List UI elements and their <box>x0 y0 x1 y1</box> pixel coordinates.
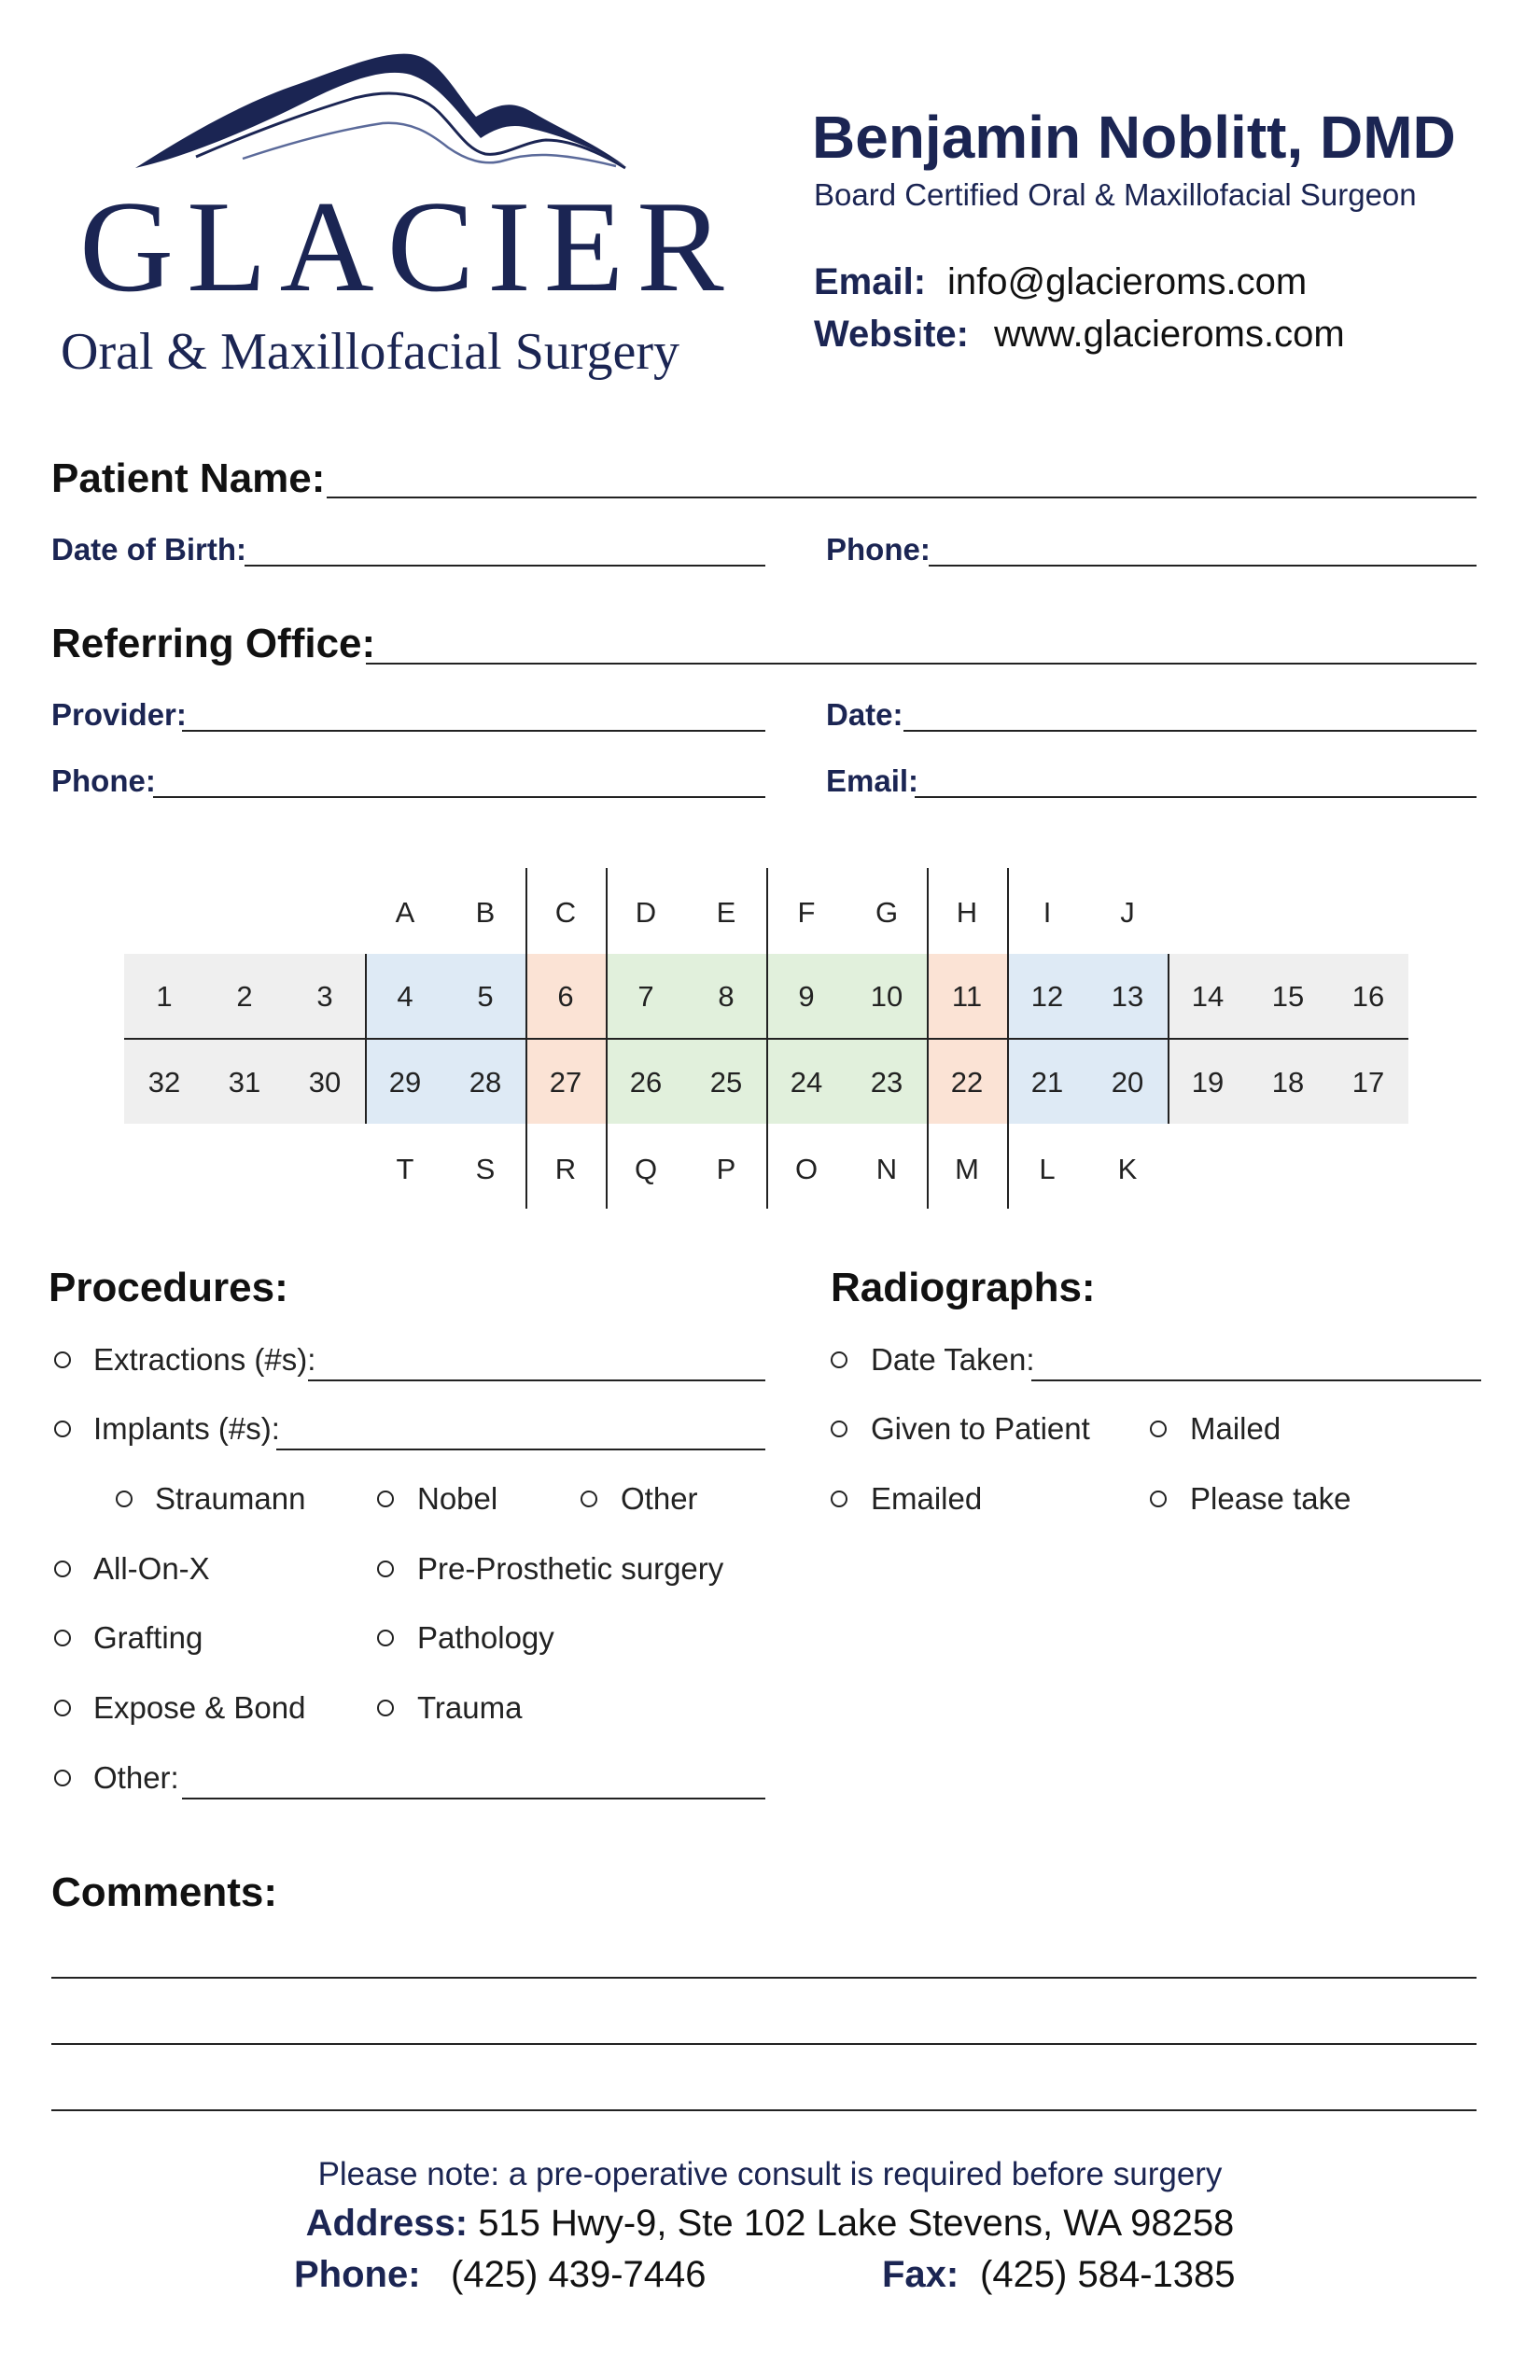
doctor-title: Board Certified Oral & Maxillofacial Surgeon <box>814 177 1417 212</box>
address-row <box>0 2203 1540 2245</box>
tooth-upper[interactable]: 7 <box>637 980 654 1013</box>
mailed-label: Mailed <box>1190 1411 1281 1446</box>
grafting-label: Grafting <box>93 1620 203 1655</box>
trauma-radio[interactable] <box>377 1700 394 1716</box>
primary-tooth-upper[interactable]: E <box>716 896 736 929</box>
tooth-lower[interactable]: 19 <box>1191 1066 1225 1099</box>
comment-line-3[interactable] <box>51 2109 1477 2111</box>
address-value: 515 Hwy-9, Ste 102 Lake Stevens, WA 98258 <box>478 2203 1235 2244</box>
logo-subtitle: Oral & Maxillofacial Surgery <box>61 323 680 381</box>
email-link[interactable]: info@glacieroms.com <box>947 261 1308 302</box>
date-taken-radio[interactable] <box>831 1351 847 1368</box>
tooth-lower[interactable]: 22 <box>950 1066 984 1099</box>
provider-label: Provider: <box>51 697 187 732</box>
other-procedure-radio[interactable] <box>54 1770 71 1786</box>
primary-tooth-lower[interactable]: R <box>554 1153 577 1185</box>
primary-tooth-upper[interactable]: B <box>475 896 496 929</box>
implants-radio[interactable] <box>54 1421 71 1437</box>
tooth-upper[interactable]: 2 <box>236 980 253 1013</box>
nobel-label: Nobel <box>417 1481 498 1516</box>
pre-prosthetic-radio[interactable] <box>377 1561 394 1577</box>
please-take-radio[interactable] <box>1150 1491 1167 1507</box>
other-procedure-field[interactable] <box>182 1798 765 1799</box>
tooth-upper[interactable]: 11 <box>951 980 983 1013</box>
tooth-lower[interactable]: 18 <box>1271 1066 1305 1099</box>
primary-tooth-lower[interactable]: O <box>794 1153 819 1185</box>
tooth-upper[interactable]: 14 <box>1191 980 1225 1013</box>
tooth-upper[interactable]: 1 <box>156 980 173 1013</box>
primary-tooth-lower[interactable]: K <box>1117 1153 1138 1185</box>
radiographs-title: Radiographs: <box>831 1265 1096 1310</box>
other-brand-radio[interactable] <box>581 1491 597 1507</box>
footer-fax-value: (425) 584-1385 <box>980 2254 1236 2295</box>
pathology-radio[interactable] <box>377 1630 394 1646</box>
primary-tooth-upper[interactable]: J <box>1120 896 1135 929</box>
tooth-upper[interactable]: 13 <box>1111 980 1144 1013</box>
referring-date-label: Date: <box>826 697 903 732</box>
tooth-lower[interactable]: 29 <box>388 1066 422 1099</box>
tooth-lower[interactable]: 28 <box>469 1066 502 1099</box>
tooth-upper[interactable]: 4 <box>397 980 413 1013</box>
date-taken-field[interactable] <box>1031 1379 1481 1381</box>
all-on-x-label: All-On-X <box>93 1551 210 1586</box>
doctor-name: Benjamin Noblitt, DMD <box>812 104 1456 171</box>
referring-office-label: Referring Office: <box>51 621 376 666</box>
comments-title: Comments: <box>51 1869 278 1915</box>
tooth-upper[interactable]: 8 <box>718 980 735 1013</box>
procedures-title: Procedures: <box>49 1265 288 1310</box>
nobel-radio[interactable] <box>377 1491 394 1507</box>
extractions-label: Extractions (#s): <box>93 1342 316 1377</box>
other-procedure-label: Other: <box>93 1760 179 1795</box>
referring-phone-label: Phone: <box>51 763 156 798</box>
primary-tooth-upper[interactable]: A <box>395 896 415 929</box>
patient-name-label: Patient Name: <box>51 455 326 501</box>
logo-name: GLACIER <box>79 175 737 319</box>
comment-line-2[interactable] <box>51 2043 1477 2045</box>
tooth-lower[interactable]: 26 <box>629 1066 663 1099</box>
date-taken-label: Date Taken: <box>871 1342 1035 1377</box>
extractions-radio[interactable] <box>54 1351 71 1368</box>
implants-field[interactable] <box>276 1449 765 1450</box>
mailed-radio[interactable] <box>1150 1421 1167 1437</box>
primary-tooth-lower[interactable]: L <box>1039 1153 1056 1185</box>
patient-phone-label: Phone: <box>826 532 931 567</box>
other-brand-label: Other <box>621 1481 698 1516</box>
tooth-lower[interactable]: 31 <box>228 1066 261 1099</box>
extractions-field[interactable] <box>308 1379 765 1381</box>
footer-phone-value[interactable]: (425) 439-7446 <box>451 2254 707 2295</box>
dob-label: Date of Birth: <box>51 532 246 567</box>
tooth-lower[interactable]: 21 <box>1030 1066 1064 1099</box>
given-to-patient-radio[interactable] <box>831 1421 847 1437</box>
tooth-upper[interactable]: 10 <box>870 980 903 1013</box>
email-label: Email: <box>814 261 927 302</box>
primary-tooth-upper[interactable]: C <box>554 896 577 929</box>
tooth-lower[interactable]: 20 <box>1111 1066 1144 1099</box>
trauma-label: Trauma <box>417 1690 523 1725</box>
emailed-radio[interactable] <box>831 1491 847 1507</box>
tooth-lower[interactable]: 27 <box>549 1066 582 1099</box>
primary-tooth-lower[interactable]: T <box>396 1153 414 1185</box>
straumann-radio[interactable] <box>116 1491 133 1507</box>
website-label: Website: <box>814 314 969 355</box>
tooth-lower[interactable]: 23 <box>870 1066 903 1099</box>
primary-tooth-upper[interactable]: G <box>875 896 899 929</box>
all-on-x-radio[interactable] <box>54 1561 71 1577</box>
tooth-upper[interactable]: 12 <box>1030 980 1064 1013</box>
tooth-lower[interactable]: 17 <box>1351 1066 1385 1099</box>
website-link[interactable]: www.glacieroms.com <box>994 314 1345 355</box>
primary-tooth-upper[interactable]: I <box>1043 896 1052 929</box>
expose-bond-radio[interactable] <box>54 1700 71 1716</box>
please-take-label: Please take <box>1190 1481 1351 1516</box>
primary-tooth-upper[interactable]: F <box>797 896 816 929</box>
emailed-label: Emailed <box>871 1481 983 1516</box>
referring-email-label: Email: <box>826 763 919 798</box>
footer-phone-label: Phone: <box>294 2254 421 2295</box>
tooth-upper[interactable]: 5 <box>477 980 494 1013</box>
consult-note: Please note: a pre-operative consult is required before surgery <box>317 2156 1223 2192</box>
tooth-lower[interactable]: 25 <box>709 1066 743 1099</box>
tooth-upper[interactable]: 15 <box>1271 980 1305 1013</box>
tooth-lower[interactable]: 32 <box>147 1066 181 1099</box>
tooth-upper[interactable]: 6 <box>557 980 574 1013</box>
tooth-lower[interactable]: 24 <box>790 1066 823 1099</box>
address-label: Address: <box>305 2203 469 2244</box>
primary-tooth-upper[interactable]: D <box>635 896 657 929</box>
primary-tooth-lower[interactable]: P <box>716 1153 736 1185</box>
tooth-upper[interactable]: 3 <box>316 980 333 1013</box>
given-to-patient-label: Given to Patient <box>871 1411 1090 1446</box>
pre-prosthetic-label: Pre-Prosthetic surgery <box>417 1551 724 1586</box>
primary-tooth-lower[interactable]: N <box>875 1153 898 1185</box>
comment-line-1[interactable] <box>51 1977 1477 1979</box>
grafting-radio[interactable] <box>54 1630 71 1646</box>
tooth-upper[interactable]: 16 <box>1351 980 1385 1013</box>
primary-tooth-lower[interactable]: Q <box>634 1153 658 1185</box>
primary-tooth-lower[interactable]: S <box>475 1153 496 1185</box>
tooth-upper[interactable]: 9 <box>798 980 815 1013</box>
tooth-lower[interactable]: 30 <box>308 1066 342 1099</box>
primary-tooth-upper[interactable]: H <box>956 896 978 929</box>
implants-label: Implants (#s): <box>93 1411 280 1446</box>
expose-bond-label: Expose & Bond <box>93 1690 306 1725</box>
straumann-label: Straumann <box>155 1481 306 1516</box>
pathology-label: Pathology <box>417 1620 554 1655</box>
footer-fax-label: Fax: <box>882 2254 959 2295</box>
primary-tooth-lower[interactable]: M <box>955 1153 979 1185</box>
